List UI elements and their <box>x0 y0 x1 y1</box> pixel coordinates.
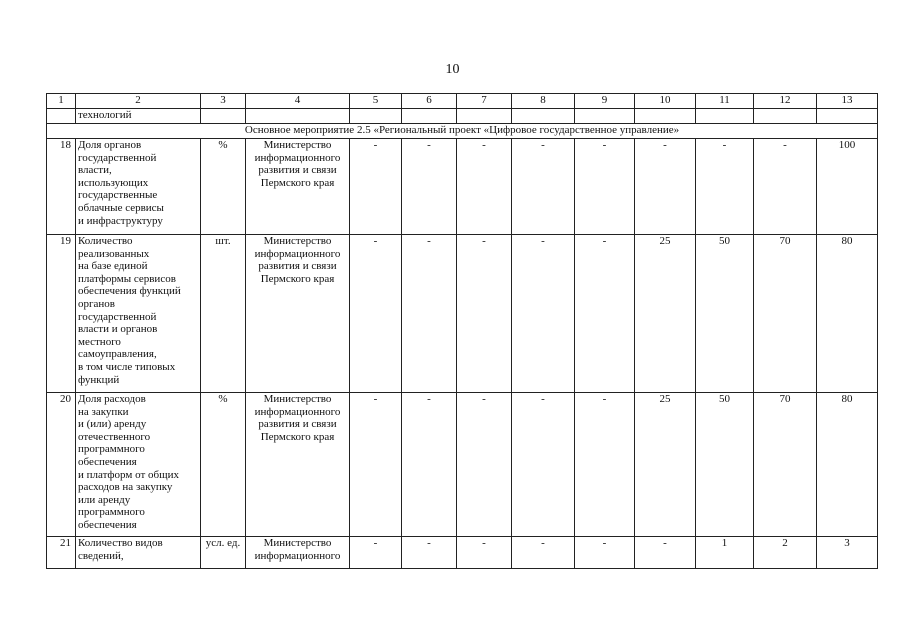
indicator-name-line: власти и органов <box>78 323 158 336</box>
value-cell: - <box>512 139 575 235</box>
header-cell: 11 <box>696 94 754 109</box>
value-cell: - <box>754 139 817 235</box>
indicator-name-line: и (или) аренду <box>78 418 147 431</box>
indicator-name-line: и платформ от общих <box>78 468 179 481</box>
header-cell: 12 <box>754 94 817 109</box>
table-row <box>47 393 878 537</box>
indicator-name-line: на закупки <box>78 405 129 418</box>
unit-cell: % <box>201 393 246 537</box>
responsible-org-line: информационного <box>254 247 341 260</box>
empty-cell <box>47 109 76 124</box>
value-cell: 80 <box>817 235 878 393</box>
indicator-name-line: реализованных <box>78 247 150 260</box>
value-cell: 70 <box>754 235 817 393</box>
responsible-org-line: Пермского края <box>260 176 335 189</box>
empty-cell <box>754 109 817 124</box>
indicator-name-line: программного <box>78 506 145 519</box>
table-row <box>47 235 878 393</box>
continuation-row <box>47 109 878 124</box>
row-number: 21 <box>47 537 76 569</box>
responsible-org <box>246 139 350 235</box>
value-cell: - <box>457 139 512 235</box>
responsible-org-line: развития и связи <box>258 418 337 431</box>
header-cell: 3 <box>201 94 246 109</box>
value-cell: - <box>575 537 635 569</box>
indicator-name-line: обеспечения <box>78 455 137 468</box>
value-cell: - <box>635 139 696 235</box>
empty-cell <box>457 109 512 124</box>
indicator-name-line: Доля органов <box>78 139 142 151</box>
responsible-org-line: Пермского края <box>260 430 335 443</box>
value-cell: - <box>350 235 402 393</box>
value-cell: - <box>635 537 696 569</box>
empty-cell <box>575 109 635 124</box>
empty-cell <box>201 109 246 124</box>
indicator-name-line: или аренду <box>78 493 131 506</box>
value-cell: - <box>402 139 457 235</box>
section-title: Основное мероприятие 2.5 «Региональный проект «Цифровое государственное управление» <box>47 124 878 139</box>
responsible-org-line: информационного <box>254 405 341 418</box>
row-number: 18 <box>47 139 76 235</box>
responsible-org <box>246 235 350 393</box>
empty-cell <box>350 109 402 124</box>
header-cell: 1 <box>47 94 76 109</box>
value-cell: 2 <box>754 537 817 569</box>
responsible-org <box>246 393 350 537</box>
value-cell: 50 <box>696 393 754 537</box>
responsible-org-line: Министерство <box>263 537 332 549</box>
responsible-org-line: развития и связи <box>258 260 337 273</box>
indicator-name-line: функций <box>78 373 120 386</box>
header-cell: 8 <box>512 94 575 109</box>
indicator-name-line: отечественного <box>78 430 151 443</box>
value-cell: 80 <box>817 393 878 537</box>
value-cell: 70 <box>754 393 817 537</box>
indicator-name-line: расходов на закупку <box>78 481 173 494</box>
value-cell: - <box>457 393 512 537</box>
value-cell: 25 <box>635 235 696 393</box>
indicator-name-line: местного <box>78 335 121 348</box>
value-cell: - <box>350 139 402 235</box>
continuation-text: технологий <box>76 109 201 124</box>
value-cell: - <box>350 537 402 569</box>
indicator-name-line: государственной <box>78 151 157 164</box>
value-cell: - <box>457 537 512 569</box>
indicator-name-line: и инфраструктуру <box>78 214 163 227</box>
indicator-name-line: платформы сервисов <box>78 272 176 285</box>
indicator-name-line: власти, <box>78 164 112 177</box>
value-cell: - <box>512 393 575 537</box>
header-cell: 6 <box>402 94 457 109</box>
header-row <box>47 94 878 109</box>
indicator-name-line: в том числе типовых <box>78 360 176 373</box>
value-cell: - <box>512 537 575 569</box>
indicator-name-line: облачные сервисы <box>78 201 164 214</box>
value-cell: 50 <box>696 235 754 393</box>
value-cell: - <box>512 235 575 393</box>
indicators-table <box>46 93 878 569</box>
header-cell: 4 <box>246 94 350 109</box>
empty-cell <box>402 109 457 124</box>
responsible-org-line: Пермского края <box>260 272 335 285</box>
header-cell: 2 <box>76 94 201 109</box>
empty-cell <box>817 109 878 124</box>
indicator-name-line: на базе единой <box>78 260 148 273</box>
indicator-name-line: Количество видов <box>78 537 163 549</box>
value-cell: - <box>575 393 635 537</box>
value-cell: 100 <box>817 139 878 235</box>
indicator-name-line: государственной <box>78 310 157 323</box>
indicator-name <box>76 537 201 569</box>
indicator-name-line: Доля расходов <box>78 393 146 405</box>
page-bottom-margin <box>0 574 905 640</box>
responsible-org-line: информационного <box>254 151 341 164</box>
indicator-name <box>76 235 201 393</box>
responsible-org-line: развития и связи <box>258 164 337 177</box>
responsible-org-line: Министерство <box>263 393 332 405</box>
header-cell: 9 <box>575 94 635 109</box>
indicator-name-line: обеспечения <box>78 518 137 531</box>
indicator-name-line: органов <box>78 297 115 310</box>
empty-cell <box>246 109 350 124</box>
row-number: 19 <box>47 235 76 393</box>
responsible-org <box>246 537 350 569</box>
indicator-name-line: обеспечения функций <box>78 285 181 298</box>
indicator-name <box>76 139 201 235</box>
header-cell: 7 <box>457 94 512 109</box>
value-cell: 25 <box>635 393 696 537</box>
responsible-org-line: информационного <box>254 549 341 562</box>
unit-cell: шт. <box>201 235 246 393</box>
indicator-name-line: самоуправления, <box>78 348 157 361</box>
table-row <box>47 139 878 235</box>
value-cell: 1 <box>696 537 754 569</box>
indicator-name-line: государственные <box>78 189 158 202</box>
indicator-name-line: использующих <box>78 176 149 189</box>
value-cell: 3 <box>817 537 878 569</box>
page-number: 10 <box>445 62 460 77</box>
value-cell: - <box>350 393 402 537</box>
indicator-name-line: Количество <box>78 235 133 247</box>
section-row <box>47 124 878 139</box>
value-cell: - <box>402 393 457 537</box>
header-cell: 13 <box>817 94 878 109</box>
value-cell: - <box>402 235 457 393</box>
unit-cell: % <box>201 139 246 235</box>
table-row <box>47 537 878 569</box>
unit-cell: усл. ед. <box>201 537 246 569</box>
empty-cell <box>635 109 696 124</box>
value-cell: - <box>402 537 457 569</box>
value-cell: - <box>696 139 754 235</box>
header-cell: 5 <box>350 94 402 109</box>
empty-cell <box>696 109 754 124</box>
responsible-org-line: Министерство <box>263 235 332 247</box>
empty-cell <box>512 109 575 124</box>
header-cell: 10 <box>635 94 696 109</box>
responsible-org-line: Министерство <box>263 139 332 151</box>
value-cell: - <box>457 235 512 393</box>
value-cell: - <box>575 235 635 393</box>
indicator-name-line: сведений, <box>78 549 124 562</box>
indicator-name <box>76 393 201 537</box>
row-number: 20 <box>47 393 76 537</box>
indicator-name-line: программного <box>78 443 145 456</box>
value-cell: - <box>575 139 635 235</box>
